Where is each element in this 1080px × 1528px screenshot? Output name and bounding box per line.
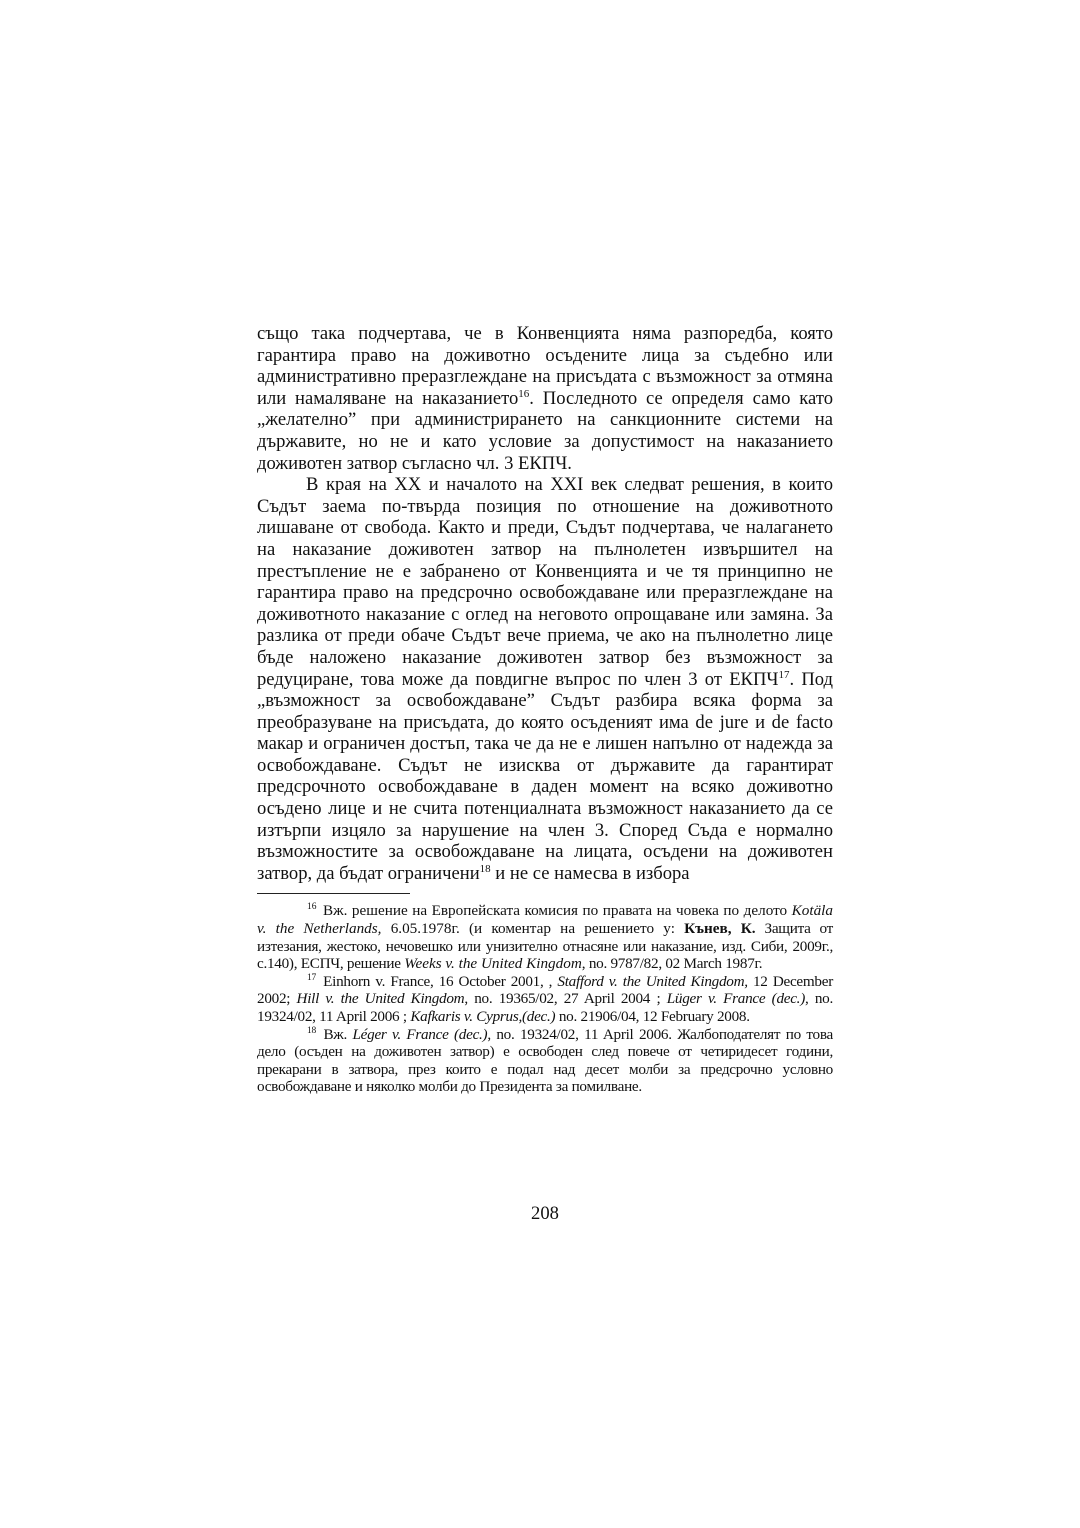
case-name-hill: Hill v. the United Kingdom — [296, 990, 465, 1008]
footnote-16 — [257, 902, 833, 972]
paragraph-2 — [257, 474, 833, 884]
footnote-18 — [257, 1026, 833, 1096]
case-name-kafkaris: Kafkaris v. Cyprus,(dec.) — [410, 1008, 556, 1025]
footnotes — [257, 902, 833, 1096]
footnote-16-text-4: , no. 9787/82, 02 March 1987г. — [581, 955, 763, 973]
paragraph-2-text-a: В края на XX и началото на XXI век следват решения, в които Съдът заема по-твърда позиция по отношение на доживотното лишаване от свобода. Както и преди, Съдът подчертава, че налагането на наказание доживотен затвор на пълнолетен извършител на престъпление не е забранено от Конвенцията и че тя принципно не гарантира право на предсрочно освобождаване или преразглеждане на доживотното наказание с оглед на неговото опрощаване или замяна. За разлика от преди обаче Съдът вече приема, че ако на пълнолетно лице бъде наложено наказание доживотен затвор без възможност за редуциране, това може да повдигне въпрос по член 3 от ЕКПЧ — [257, 474, 833, 690]
footnote-ref-17[interactable]: 17 — [778, 668, 790, 681]
case-name-stafford: Stafford v. the United Kingdom, — [557, 972, 748, 990]
footnote-ref-18[interactable]: 18 — [479, 862, 491, 875]
paragraph-1 — [257, 323, 833, 474]
footnote-17-italic-comma: , — [635, 1008, 640, 1025]
footnote-16-text: Вж. решение на Европейската комисия по правата на човека по делото — [318, 902, 792, 920]
paragraph-1-text-a: също така подчертава, че в Конвенцията няма разпоредба, която гарантира право на доживотно осъдените лица за съдебно или административно преразглеждане на присъдата с възможност за отмяна или намаляване на наказанието — [257, 323, 833, 409]
footnote-17-text-3: , no. 19365/02, 27 April 2004 ; — [464, 990, 667, 1008]
case-name-kotala: Kotäla v. the Netherlands, — [257, 902, 833, 938]
page-number: 208 — [531, 1203, 559, 1224]
footnote-ref-16[interactable]: 16 — [518, 387, 530, 400]
paragraph-2-text-c: и не се намесва в избора — [490, 862, 690, 884]
footnote-17-text-4: , no. 19324/02, 11 April 2006 ; — [257, 990, 833, 1025]
case-name-leger: Léger v. France (dec.) — [352, 1025, 488, 1043]
footnote-16-number: 16 — [307, 902, 317, 913]
author-name: Кънев, К. — [684, 920, 756, 938]
footnote-17-text-5: no. 21906/04 — [555, 1008, 636, 1025]
footnote-18-number: 18 — [307, 1025, 316, 1036]
text-column — [257, 323, 833, 1096]
footnote-16-text-2: 6.05.1978г. (и коментар на решението у: — [381, 920, 685, 938]
paragraph-2-text-b: . Под „възможност за освобождаване” Съдът разбира всяка форма за преобразуване на присъдата, до която осъденият има de jure и de facto макар и ограничен достъп, така че да не е лишен напълно от надежда за освобождаване. Съдът не изисква от държавите да гарантират предсрочното освобождаване в даден момент на всяко доживотно осъдено лице и не счита потенциалната възможност наказанието да се изтърпи изцяло за нарушение на член 3. Според Съда е нормално възможностите за освобождаване на лицата, осъдени на доживотен затвор, да бъдат ограничени — [257, 668, 833, 884]
footnote-16-text-3: Защита от изтезания, жестоко, нечовешко или унизително отнасяне или наказание, изд. Сиби, 2009г., с.140), ЕСПЧ, решение — [257, 920, 833, 973]
body-text — [257, 323, 833, 884]
paragraph-1-text-b: . Последното се определя само като „желателно” при администрирането на санкционните системи на държавите, но не и като условие за допустимост на наказанието доживотен затвор съгласно чл. 3 ЕКПЧ. — [257, 387, 833, 474]
footnote-18-text: Вж. — [317, 1025, 353, 1043]
footnote-18-text-2: , no. 19324/02, 11 April 2006. Жалбоподателят по това дело (осъден на доживотен затвор) е освободен след повече от четиридесет години, прекарани в затвора, през които е подал над десет молби за предсрочно условно освобождаване и няколко молби до Президента за помилване. — [257, 1025, 833, 1096]
footnote-17-number: 17 — [307, 972, 316, 983]
footnote-17-text-6: 12 February 2008. — [639, 1008, 750, 1025]
case-name-weeks: Weeks v. the United Kingdom — [404, 955, 582, 973]
case-name-luger: Lüger v. France (dec.) — [666, 990, 805, 1008]
footnote-17-text-2: 12 December 2002; — [257, 972, 833, 1008]
footnote-17-text: Einhorn v. France, 16 October 2001, , — [317, 972, 558, 990]
footnote-separator — [257, 893, 410, 894]
footnote-17 — [257, 973, 833, 1026]
